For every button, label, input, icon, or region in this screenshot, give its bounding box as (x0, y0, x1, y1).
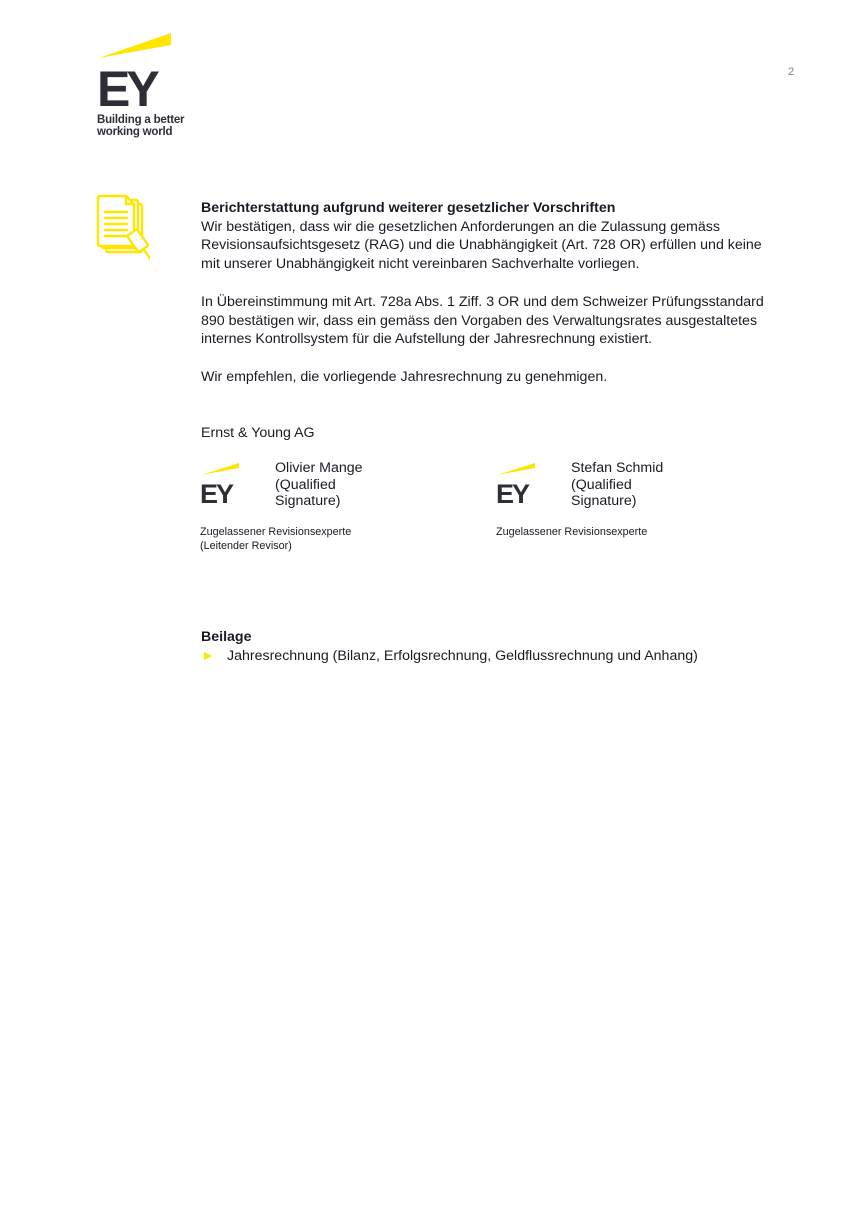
para-2-line-2: 890 bestätigen wir, dass ein gemäss den Vorgaben des Verwaltungsrates ausgestaltetes (201, 312, 758, 329)
attachments-title: Beilage (201, 629, 252, 645)
attachments-list (201, 648, 698, 664)
para-1-line-3: mit unserer Unabhängigkeit nicht vereinbaren Sachverhalte vorliegen. (201, 256, 640, 273)
signature-ey-logo (200, 462, 242, 511)
signer-name: Olivier Mange (Qualified Signature) (275, 460, 363, 509)
svg-text:EY: EY (200, 479, 233, 506)
signature-block-2 (496, 462, 756, 562)
section-heading: Berichterstattung aufgrund weiterer gesetzlicher Vorschriften (201, 200, 616, 216)
signer-name: Stefan Schmid (Qualified Signature) (571, 460, 664, 509)
para-2-line-3: internes Kontrollsystem für die Aufstellung der Jahresrechnung existiert. (201, 331, 653, 348)
para-1-line-1: Wir bestätigen, dass wir die gesetzlichen Anforderungen an die Zulassung gemäss (201, 218, 720, 235)
para-3: Wir empfehlen, die vorliegende Jahresrechnung zu genehmigen. (201, 368, 608, 385)
attachment-label: Jahresrechnung (Bilanz, Erfolgsrechnung, Geldflussrechnung und Anhang) (227, 648, 698, 664)
signer-role: Zugelassener Revisionsexperte (Leitender Revisor) (200, 526, 352, 552)
tagline-line-1: Building a better (97, 114, 185, 126)
list-item (201, 648, 698, 664)
ey-logo-text: EY (97, 61, 156, 112)
page-number: 2 (788, 66, 795, 78)
signature-ey-logo (496, 462, 538, 511)
para-1-line-2: Revisionsaufsichtsgesetz (RAG) und die Unabhängigkeit (Art. 728 OR) erfüllen und keine (201, 237, 762, 254)
documents-with-gavel-icon (96, 194, 150, 262)
triangle-bullet-icon (204, 652, 212, 660)
ey-tagline (97, 114, 184, 138)
signer-role: Zugelassener Revisionsexperte (496, 526, 648, 538)
tagline-line-2: working world (97, 126, 173, 138)
svg-text:EY: EY (496, 479, 529, 506)
signature-block-1 (200, 462, 460, 562)
report-section (201, 199, 791, 387)
ey-logo-mark (97, 32, 197, 112)
para-2-line-1: In Übereinstimmung mit Art. 728a Abs. 1 Ziff. 3 OR und dem Schweizer Prüfungsstandard (201, 293, 764, 310)
firm-name: Ernst & Young AG (201, 425, 315, 441)
